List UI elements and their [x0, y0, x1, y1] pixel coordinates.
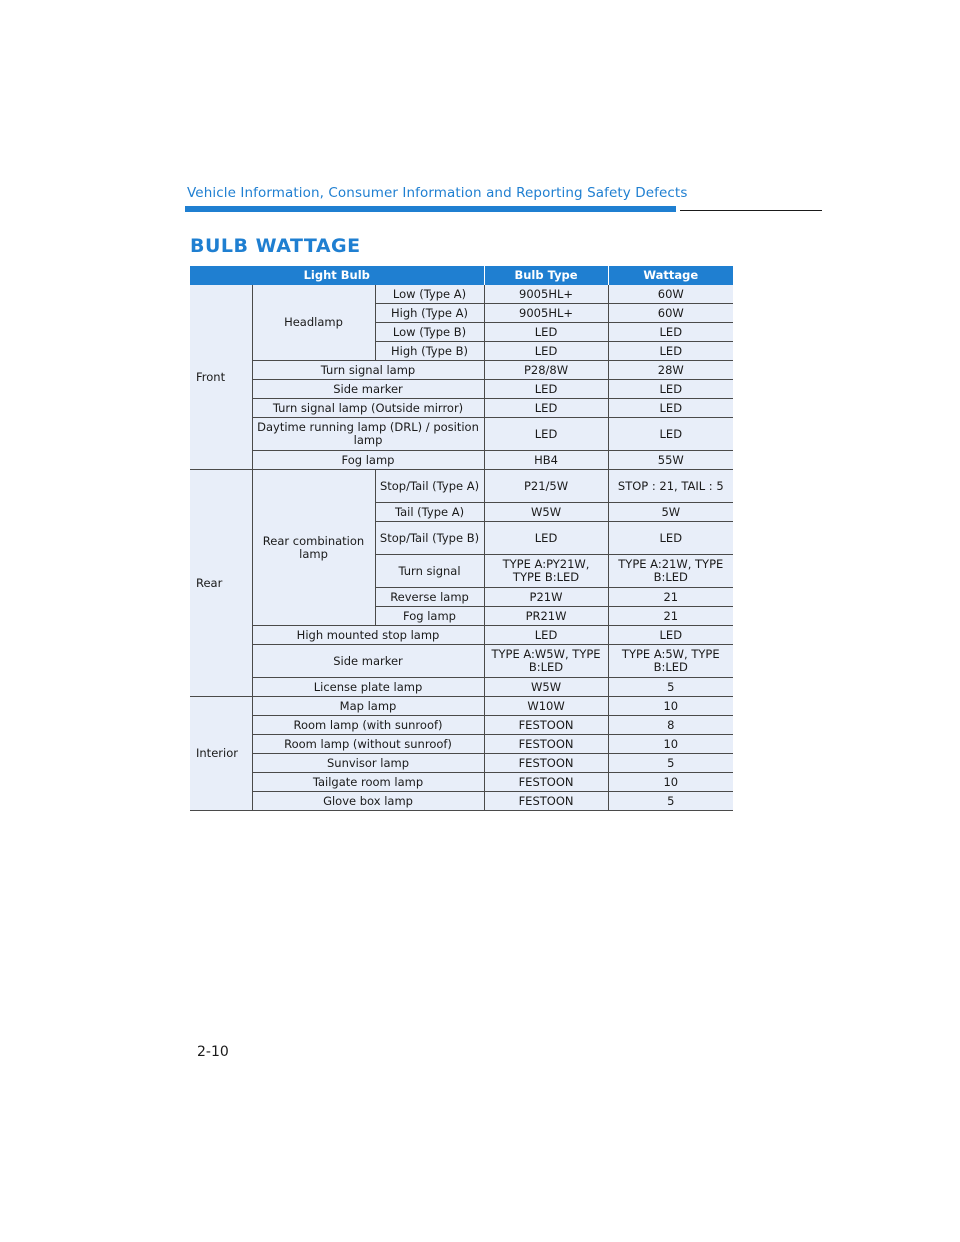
bulb-name: Side marker — [252, 645, 484, 678]
header-light-bulb: Light Bulb — [190, 266, 484, 285]
table-row — [190, 735, 733, 754]
bulb-wattage: TYPE A:21W, TYPE B:LED — [608, 555, 733, 588]
bulb-name: Side marker — [252, 380, 484, 399]
bulb-type: LED — [484, 418, 608, 451]
bulb-wattage: 21 — [608, 607, 733, 626]
bulb-wattage: 55W — [608, 451, 733, 470]
bulb-type: TYPE A:W5W, TYPE B:LED — [484, 645, 608, 678]
bulb-wattage: TYPE A:5W, TYPE B:LED — [608, 645, 733, 678]
bulb-name: Reverse lamp — [375, 588, 484, 607]
table-row — [190, 697, 733, 716]
bulb-wattage: 8 — [608, 716, 733, 735]
group-interior: Interior — [190, 697, 252, 811]
bulb-type: W5W — [484, 678, 608, 697]
bulb-name: High mounted stop lamp — [252, 626, 484, 645]
bulb-name: Fog lamp — [252, 451, 484, 470]
bulb-name: High (Type A) — [375, 304, 484, 323]
bulb-wattage: STOP : 21, TAIL : 5 — [608, 470, 733, 503]
table-row — [190, 678, 733, 697]
subgroup-headlamp: Headlamp — [252, 285, 375, 361]
bulb-wattage: 5 — [608, 792, 733, 811]
bulb-wattage: 10 — [608, 697, 733, 716]
page-number: 2-10 — [197, 1044, 229, 1060]
bulb-name: Room lamp (with sunroof) — [252, 716, 484, 735]
bulb-wattage: 5 — [608, 678, 733, 697]
bulb-wattage: LED — [608, 626, 733, 645]
bulb-type: P21W — [484, 588, 608, 607]
bulb-name: License plate lamp — [252, 678, 484, 697]
bulb-name: Tailgate room lamp — [252, 773, 484, 792]
table-row — [190, 451, 733, 470]
table-row — [190, 626, 733, 645]
bulb-name: Stop/Tail (Type A) — [375, 470, 484, 503]
bulb-type: W5W — [484, 503, 608, 522]
table-row — [190, 754, 733, 773]
table-row — [190, 380, 733, 399]
table-row — [190, 399, 733, 418]
bulb-name: Low (Type B) — [375, 323, 484, 342]
bulb-wattage: 5W — [608, 503, 733, 522]
bulb-name: Room lamp (without sunroof) — [252, 735, 484, 754]
bulb-wattage: LED — [608, 380, 733, 399]
bulb-wattage: LED — [608, 323, 733, 342]
table-row — [190, 716, 733, 735]
bulb-wattage: 21 — [608, 588, 733, 607]
bulb-type: LED — [484, 399, 608, 418]
bulb-name: Sunvisor lamp — [252, 754, 484, 773]
bulb-type: 9005HL+ — [484, 304, 608, 323]
bulb-type: PR21W — [484, 607, 608, 626]
bulb-type: LED — [484, 522, 608, 555]
table-row — [190, 792, 733, 811]
bulb-type: P28/8W — [484, 361, 608, 380]
bulb-wattage: 5 — [608, 754, 733, 773]
bulb-wattage: 60W — [608, 285, 733, 304]
table-row — [190, 470, 733, 503]
bulb-type: W10W — [484, 697, 608, 716]
bulb-type: TYPE A:PY21W, TYPE B:LED — [484, 555, 608, 588]
bulb-type: FESTOON — [484, 792, 608, 811]
table-row — [190, 773, 733, 792]
table-row — [190, 361, 733, 380]
bulb-wattage: LED — [608, 399, 733, 418]
bulb-wattage: LED — [608, 342, 733, 361]
header-accent-bar — [185, 206, 676, 212]
bulb-type: HB4 — [484, 451, 608, 470]
bulb-name: Daytime running lamp (DRL) / position lamp — [252, 418, 484, 451]
bulb-type: FESTOON — [484, 735, 608, 754]
table-row — [190, 285, 733, 304]
header-rule — [680, 210, 822, 211]
table-header-row — [190, 266, 733, 285]
header-wattage: Wattage — [608, 266, 733, 285]
bulb-type: LED — [484, 323, 608, 342]
bulb-name: Turn signal lamp (Outside mirror) — [252, 399, 484, 418]
group-rear: Rear — [190, 470, 252, 697]
table-row — [190, 645, 733, 678]
bulb-type: FESTOON — [484, 754, 608, 773]
bulb-name: High (Type B) — [375, 342, 484, 361]
table-row — [190, 418, 733, 451]
bulb-type: FESTOON — [484, 773, 608, 792]
bulb-type: 9005HL+ — [484, 285, 608, 304]
bulb-wattage-table — [190, 266, 733, 811]
bulb-name: Low (Type A) — [375, 285, 484, 304]
bulb-type: LED — [484, 380, 608, 399]
bulb-name: Fog lamp — [375, 607, 484, 626]
bulb-name: Turn signal lamp — [252, 361, 484, 380]
header-section-title: Vehicle Information, Consumer Information and Reporting Safety Defects — [187, 185, 688, 201]
bulb-wattage: 60W — [608, 304, 733, 323]
bulb-wattage: LED — [608, 418, 733, 451]
group-front: Front — [190, 285, 252, 470]
bulb-type: P21/5W — [484, 470, 608, 503]
bulb-wattage: 10 — [608, 773, 733, 792]
subgroup-rear-combination-lamp: Rear combination lamp — [252, 470, 375, 626]
bulb-wattage: 28W — [608, 361, 733, 380]
bulb-name: Glove box lamp — [252, 792, 484, 811]
bulb-type: LED — [484, 626, 608, 645]
bulb-name: Stop/Tail (Type B) — [375, 522, 484, 555]
bulb-type: FESTOON — [484, 716, 608, 735]
bulb-type: LED — [484, 342, 608, 361]
page-title: BULB WATTAGE — [190, 235, 361, 257]
bulb-name: Tail (Type A) — [375, 503, 484, 522]
bulb-wattage: LED — [608, 522, 733, 555]
bulb-wattage: 10 — [608, 735, 733, 754]
bulb-name: Turn signal — [375, 555, 484, 588]
bulb-name: Map lamp — [252, 697, 484, 716]
header-bulb-type: Bulb Type — [484, 266, 608, 285]
